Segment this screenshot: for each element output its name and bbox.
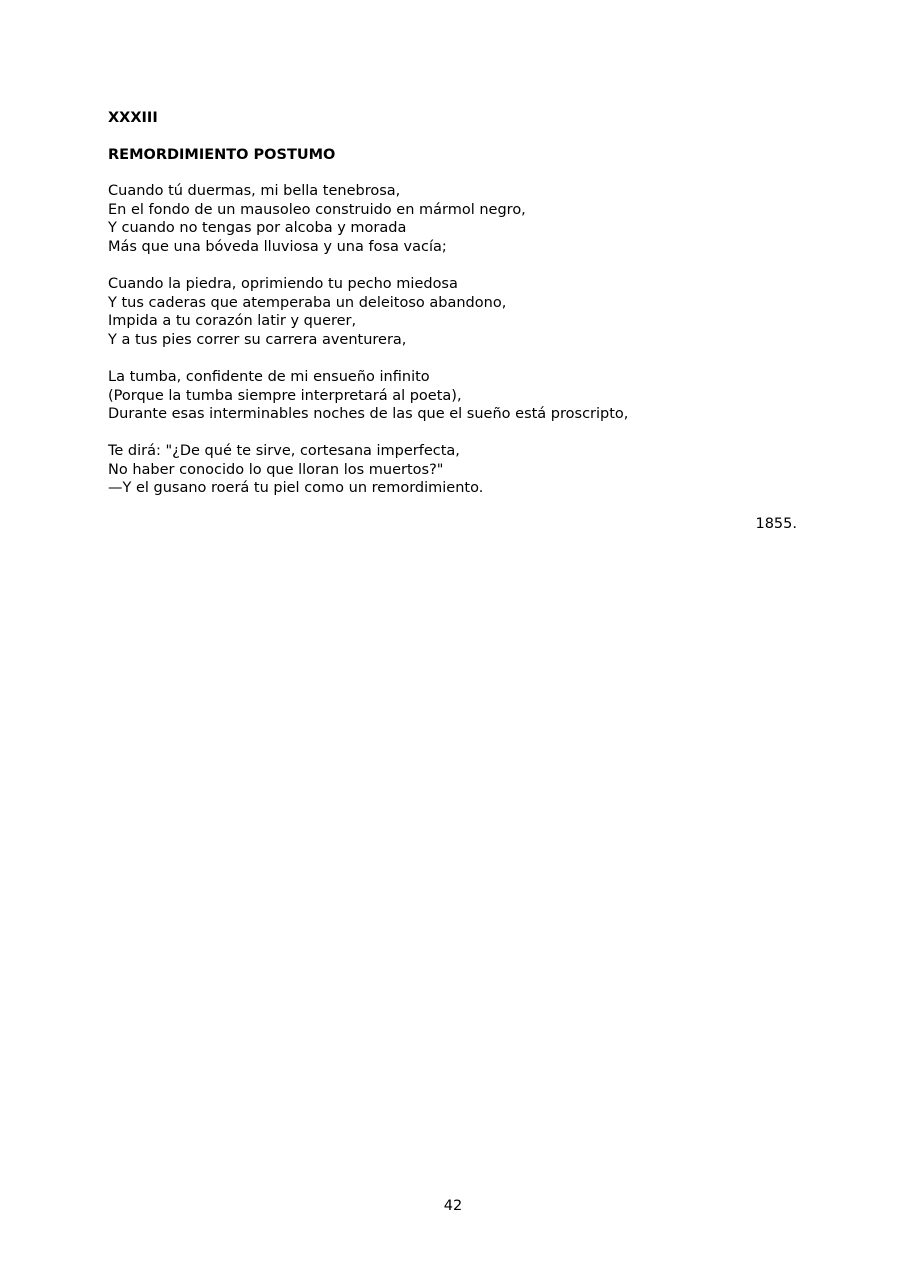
stanza-2	[108, 275, 808, 350]
poem-line: Cuando tú duermas, mi bella tenebrosa,	[108, 183, 401, 199]
stanza-4	[108, 442, 808, 498]
poem-line: Cuando la piedra, oprimiendo tu pecho miedosa	[108, 276, 458, 292]
poem-line: Más que una bóveda lluviosa y una fosa vacía;	[108, 239, 447, 256]
poem-line: —Y el gusano roerá tu piel como un remordimiento.	[108, 480, 484, 497]
poem-line: Y cuando no tengas por alcoba y morada	[108, 220, 407, 237]
poem-title: REMORDIMIENTO POSTUMO	[108, 147, 336, 163]
page-number: 42	[443, 1198, 463, 1214]
poem-line: Durante esas interminables noches de las que el sueño está proscripto,	[108, 406, 629, 423]
poem-line: (Porque la tumba siempre interpretará al poeta),	[108, 387, 462, 404]
poem-line: En el fondo de un mausoleo construido en mármol negro,	[108, 201, 526, 218]
poem-number: XXXIII	[108, 110, 158, 126]
stanza-1	[108, 182, 808, 257]
poem-line: Te dirá: "¿De qué te sirve, cortesana imperfecta,	[108, 443, 460, 459]
poem-line: La tumba, confidente de mi ensueño infinito	[108, 369, 430, 385]
poem-line: Impida a tu corazón latir y querer,	[108, 313, 357, 330]
stanza-3	[108, 368, 808, 424]
poem-date: 1855.	[755, 516, 797, 532]
poem-line: Y a tus pies correr su carrera aventurera,	[108, 332, 407, 349]
poem-line: No haber conocido lo que lloran los muertos?"	[108, 461, 444, 478]
poem-line: Y tus caderas que atemperaba un deleitoso abandono,	[108, 294, 507, 311]
